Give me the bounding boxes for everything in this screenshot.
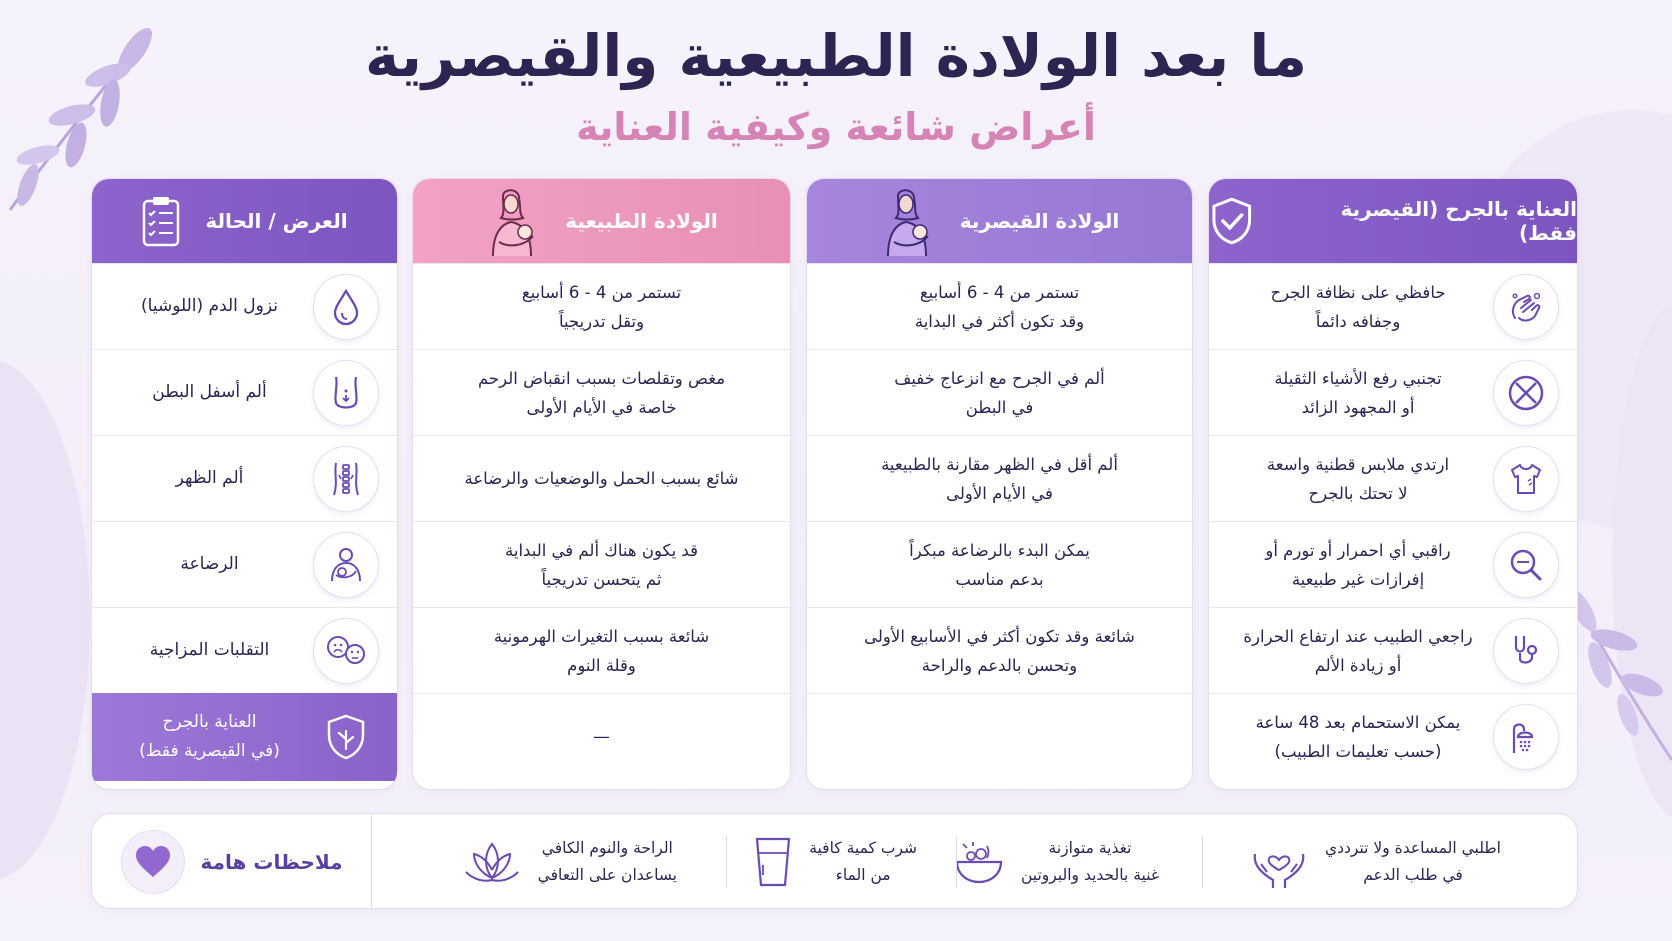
note-item	[1249, 814, 1501, 910]
column-header-label: العناية بالجرح (القيصرية فقط)	[1340, 197, 1577, 245]
natural-column	[412, 178, 791, 790]
care-row	[1209, 693, 1577, 779]
cesarean-row	[807, 349, 1192, 435]
cesarean-line: في البطن	[965, 397, 1034, 417]
symptom-row	[92, 349, 397, 435]
symptom-wound-line: العناية بالجرح	[162, 712, 257, 732]
note-item	[953, 814, 1159, 910]
shield-leaf-icon	[313, 704, 379, 770]
care-row	[1209, 521, 1577, 607]
natural-line: تستمر من 4 - 6 أسابيع	[521, 282, 682, 302]
cesarean-row	[807, 607, 1192, 693]
natural-row	[413, 435, 790, 521]
note-line: غنية بالحديد والبروتين	[1021, 866, 1159, 884]
care-row	[1209, 435, 1577, 521]
natural-line: شائع بسبب الحمل والوضعيات والرضاعة	[464, 469, 739, 488]
food-bowl-icon	[953, 836, 1005, 888]
drop-icon	[313, 274, 379, 340]
hand-wash-icon	[1493, 274, 1559, 340]
symptom-row	[92, 521, 397, 607]
symptom-wound-care	[92, 693, 397, 781]
cesarean-line: ألم في الجرح مع انزعاج خفيف	[894, 368, 1105, 388]
note-line: من الماء	[835, 866, 891, 884]
heart-icon	[121, 830, 185, 894]
symptom-header	[92, 179, 397, 263]
spine-icon	[313, 446, 379, 512]
wound-care-column	[1208, 178, 1578, 790]
water-glass-icon	[753, 835, 793, 889]
care-line: (حسب تعليمات الطبيب)	[1274, 741, 1442, 761]
natural-line: —	[593, 727, 610, 746]
magnifier-icon	[1493, 532, 1559, 598]
clipboard-icon	[141, 195, 181, 247]
breastfeeding-icon	[313, 532, 379, 598]
natural-line: ثم يتحسن تدريجياً	[541, 569, 662, 589]
note-line: في طلب الدعم	[1363, 866, 1463, 884]
natural-line: قد يكون هناك ألم في البداية	[505, 540, 698, 560]
cesarean-line: يمكن البدء بالرضاعة مبكراً	[909, 540, 1090, 560]
cesarean-column	[806, 178, 1193, 790]
note-line: شرب كمية كافية	[809, 839, 917, 857]
symptom-row	[92, 435, 397, 521]
notes-title: ملاحظات هامة	[200, 850, 343, 874]
stethoscope-icon	[1493, 618, 1559, 684]
care-line: راجعي الطبيب عند ارتفاع الحرارة	[1243, 626, 1473, 646]
cesarean-line: بدعم مناسب	[955, 569, 1044, 589]
important-notes-label	[92, 814, 372, 910]
symptom-row	[92, 263, 397, 349]
cesarean-line: وقد تكون أكثر في البداية	[914, 311, 1085, 331]
note-line: اطلبي المساعدة ولا تترددي	[1324, 839, 1501, 857]
natural-row	[413, 693, 790, 779]
column-header-label: الولادة القيصرية	[959, 209, 1120, 233]
care-line: راقبي أي احمرار أو تورم أو	[1265, 540, 1451, 560]
note-item	[753, 814, 917, 910]
cesarean-line: وتحسن بالدعم والراحة	[921, 655, 1078, 675]
note-line: الراحة والنوم الكافي	[541, 839, 673, 857]
important-notes-bar	[91, 813, 1578, 909]
symptom-row	[92, 607, 397, 693]
mood-faces-icon	[313, 618, 379, 684]
care-line: أو زيادة الألم	[1314, 655, 1402, 675]
divider	[956, 836, 957, 888]
cesarean-line: في الأيام الأولى	[946, 483, 1053, 503]
cesarean-row	[807, 435, 1192, 521]
natural-row	[413, 263, 790, 349]
background-blob	[0, 360, 90, 880]
symptom-label: نزول الدم (اللوشيا)	[141, 296, 278, 316]
abdomen-icon	[313, 360, 379, 426]
mother-baby-icon	[485, 186, 541, 256]
natural-line: مغص وتقلصات بسبب انقباض الرحم	[477, 368, 726, 388]
column-header-label: الولادة الطبيعية	[565, 209, 718, 233]
symptom-column	[91, 178, 398, 790]
natural-row	[413, 607, 790, 693]
cesarean-row	[807, 263, 1192, 349]
cesarean-header	[807, 179, 1192, 263]
cesarean-line: شائعة وقد تكون أكثر في الأسابيع الأولى	[864, 626, 1135, 646]
page-title: ما بعد الولادة الطبيعية والقيصرية	[364, 22, 1308, 90]
note-line: يساعدان على التعافي	[537, 866, 677, 884]
care-line: إفرازات غير طبيعية	[1291, 569, 1425, 589]
care-row	[1209, 349, 1577, 435]
natural-line: خاصة في الأيام الأولى	[526, 397, 677, 417]
symptom-label: الرضاعة	[180, 554, 239, 574]
divider	[726, 836, 727, 888]
cesarean-line: ألم أقل في الظهر مقارنة بالطبيعية	[881, 454, 1118, 474]
shield-check-icon	[1209, 196, 1255, 246]
care-line: لا تحتك بالجرح	[1308, 483, 1408, 503]
natural-line: وتقل تدريجياً	[558, 311, 645, 331]
wound-care-header	[1209, 179, 1577, 263]
lotus-icon	[462, 838, 522, 886]
note-line: تغذية متوازنة	[1048, 839, 1132, 857]
natural-row	[413, 349, 790, 435]
tshirt-icon	[1493, 446, 1559, 512]
no-lifting-icon	[1493, 360, 1559, 426]
symptom-wound-line: (في القيصرية فقط)	[139, 741, 280, 761]
natural-row	[413, 521, 790, 607]
care-row	[1209, 263, 1577, 349]
care-line: تجنبي رفع الأشياء الثقيلة	[1274, 368, 1442, 388]
column-header-label: العرض / الحالة	[205, 209, 348, 233]
cesarean-row	[807, 521, 1192, 607]
care-line: يمكن الاستحمام بعد 48 ساعة	[1255, 712, 1461, 732]
cesarean-row-empty	[807, 693, 1192, 779]
care-line: وجفافه دائماً	[1315, 311, 1401, 331]
symptom-label: ألم أسفل البطن	[152, 382, 267, 402]
mother-baby-icon	[880, 186, 936, 256]
page-subtitle: أعراض شائعة وكيفية العناية	[576, 105, 1096, 149]
natural-line: وقلة النوم	[567, 655, 636, 675]
divider	[1202, 836, 1203, 888]
shower-icon	[1493, 704, 1559, 770]
care-line: أو المجهود الزائد	[1301, 397, 1415, 417]
natural-header	[413, 179, 790, 263]
care-line: حافظي على نظافة الجرح	[1270, 282, 1446, 302]
note-item	[462, 814, 677, 910]
symptom-label: التقلبات المزاجية	[149, 640, 270, 660]
care-row	[1209, 607, 1577, 693]
symptom-label: ألم الظهر	[175, 468, 244, 488]
cesarean-line: تستمر من 4 - 6 أسابيع	[919, 282, 1080, 302]
care-line: ارتدي ملابس قطنية واسعة	[1266, 454, 1450, 474]
natural-line: شائعة بسبب التغيرات الهرمونية	[493, 626, 710, 646]
hands-heart-icon	[1249, 834, 1309, 890]
